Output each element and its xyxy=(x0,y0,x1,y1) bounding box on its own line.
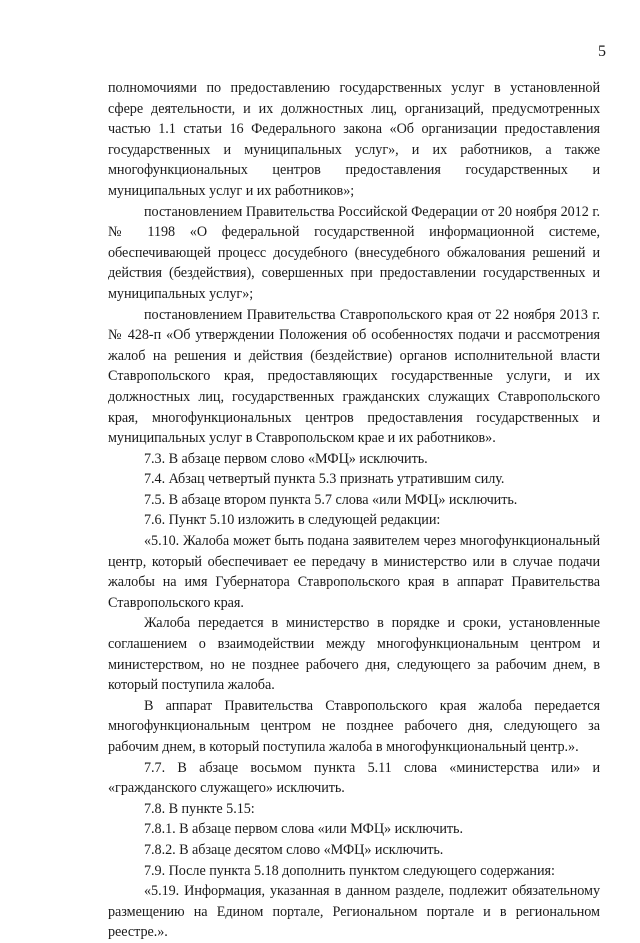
paragraph-5-10-ministry: Жалоба передается в министерство в порядке и сроки, установленные соглашением о взаимодействии между многофункциональным центром и министерством, но не позднее рабочего дня, следующего за рабочим днем, в который поступила жалоба. xyxy=(108,615,600,694)
page-number: 5 xyxy=(598,43,606,60)
document-body xyxy=(108,78,600,943)
paragraph-7-6: 7.6. Пункт 5.10 изложить в следующей редакции: xyxy=(144,512,441,529)
paragraph-7-8: 7.8. В пункте 5.15: xyxy=(144,800,255,817)
paragraph-5-10-government: В аппарат Правительства Ставропольского края жалоба передается многофункциональным центром не позднее рабочего дня, следующего за рабочим днем, в который поступила жалоба в многофункциональный центр.». xyxy=(108,697,600,755)
paragraph-7-8-1: 7.8.1. В абзаце первом слова «или МФЦ» исключить. xyxy=(144,821,463,838)
paragraph-decree-1198: постановлением Правительства Российской Федерации от 20 ноября 2012 г. № 1198 «О федеральной государственной информационной системе, обеспечивающей процесс досудебного (внесудебного обжалования решений и действия (бездействия), совершенных при предоставлении государственных и муниципальных услуг»; xyxy=(108,203,600,302)
paragraph-decree-428p: постановлением Правительства Ставропольского края от 22 ноября 2013 г. № 428-п «Об утверждении Положения об особенностях подачи и рассмотрения жалоб на решения и действия (бездействие) органов исполнительной власти Ставропольского края, предоставляющих государственные услуги, и их должностных лиц, государственных гражданских служащих Ставропольского края, многофункциональных центров предоставления государственных и муниципальных услуг в Ставропольском крае и их работников». xyxy=(108,306,600,447)
paragraph-5-19: «5.19. Информация, указанная в данном разделе, подлежит обязательному размещению на Едином портале, Региональном портале и в региональном реестре.». xyxy=(108,883,600,941)
paragraph-5-10: «5.10. Жалоба может быть подана заявителем через многофункциональный центр, который обеспечивает ее передачу в министерство или в случае подачи жалобы на имя Губернатора Ставропольского края в аппарат Правительства Ставропольского края. xyxy=(108,533,600,611)
paragraph-7-3: 7.3. В абзаце первом слово «МФЦ» исключить. xyxy=(144,450,428,467)
paragraph-7-9: 7.9. После пункта 5.18 дополнить пунктом следующего содержания: xyxy=(144,862,555,879)
paragraph-7-8-2: 7.8.2. В абзаце десятом слово «МФЦ» исключить. xyxy=(144,841,444,858)
paragraph-7-7: 7.7. В абзаце восьмом пункта 5.11 слова «министерства или» и «гражданского служащего» исключить. xyxy=(108,759,600,797)
paragraph-continuation: полномочиями по предоставлению государственных услуг в установленной сфере деятельности, и их должностных лиц, организаций, предусмотренных частью 1.1 статьи 16 Федерального закона «Об организации предоставления государственных и муниципальных услуг», и их работников, а также многофункциональных центров предоставления государственных и муниципальных услуг и их работников»; xyxy=(108,80,600,199)
paragraph-7-5: 7.5. В абзаце втором пункта 5.7 слова «или МФЦ» исключить. xyxy=(144,491,518,508)
paragraph-7-4: 7.4. Абзац четвертый пункта 5.3 признать утратившим силу. xyxy=(144,471,505,488)
